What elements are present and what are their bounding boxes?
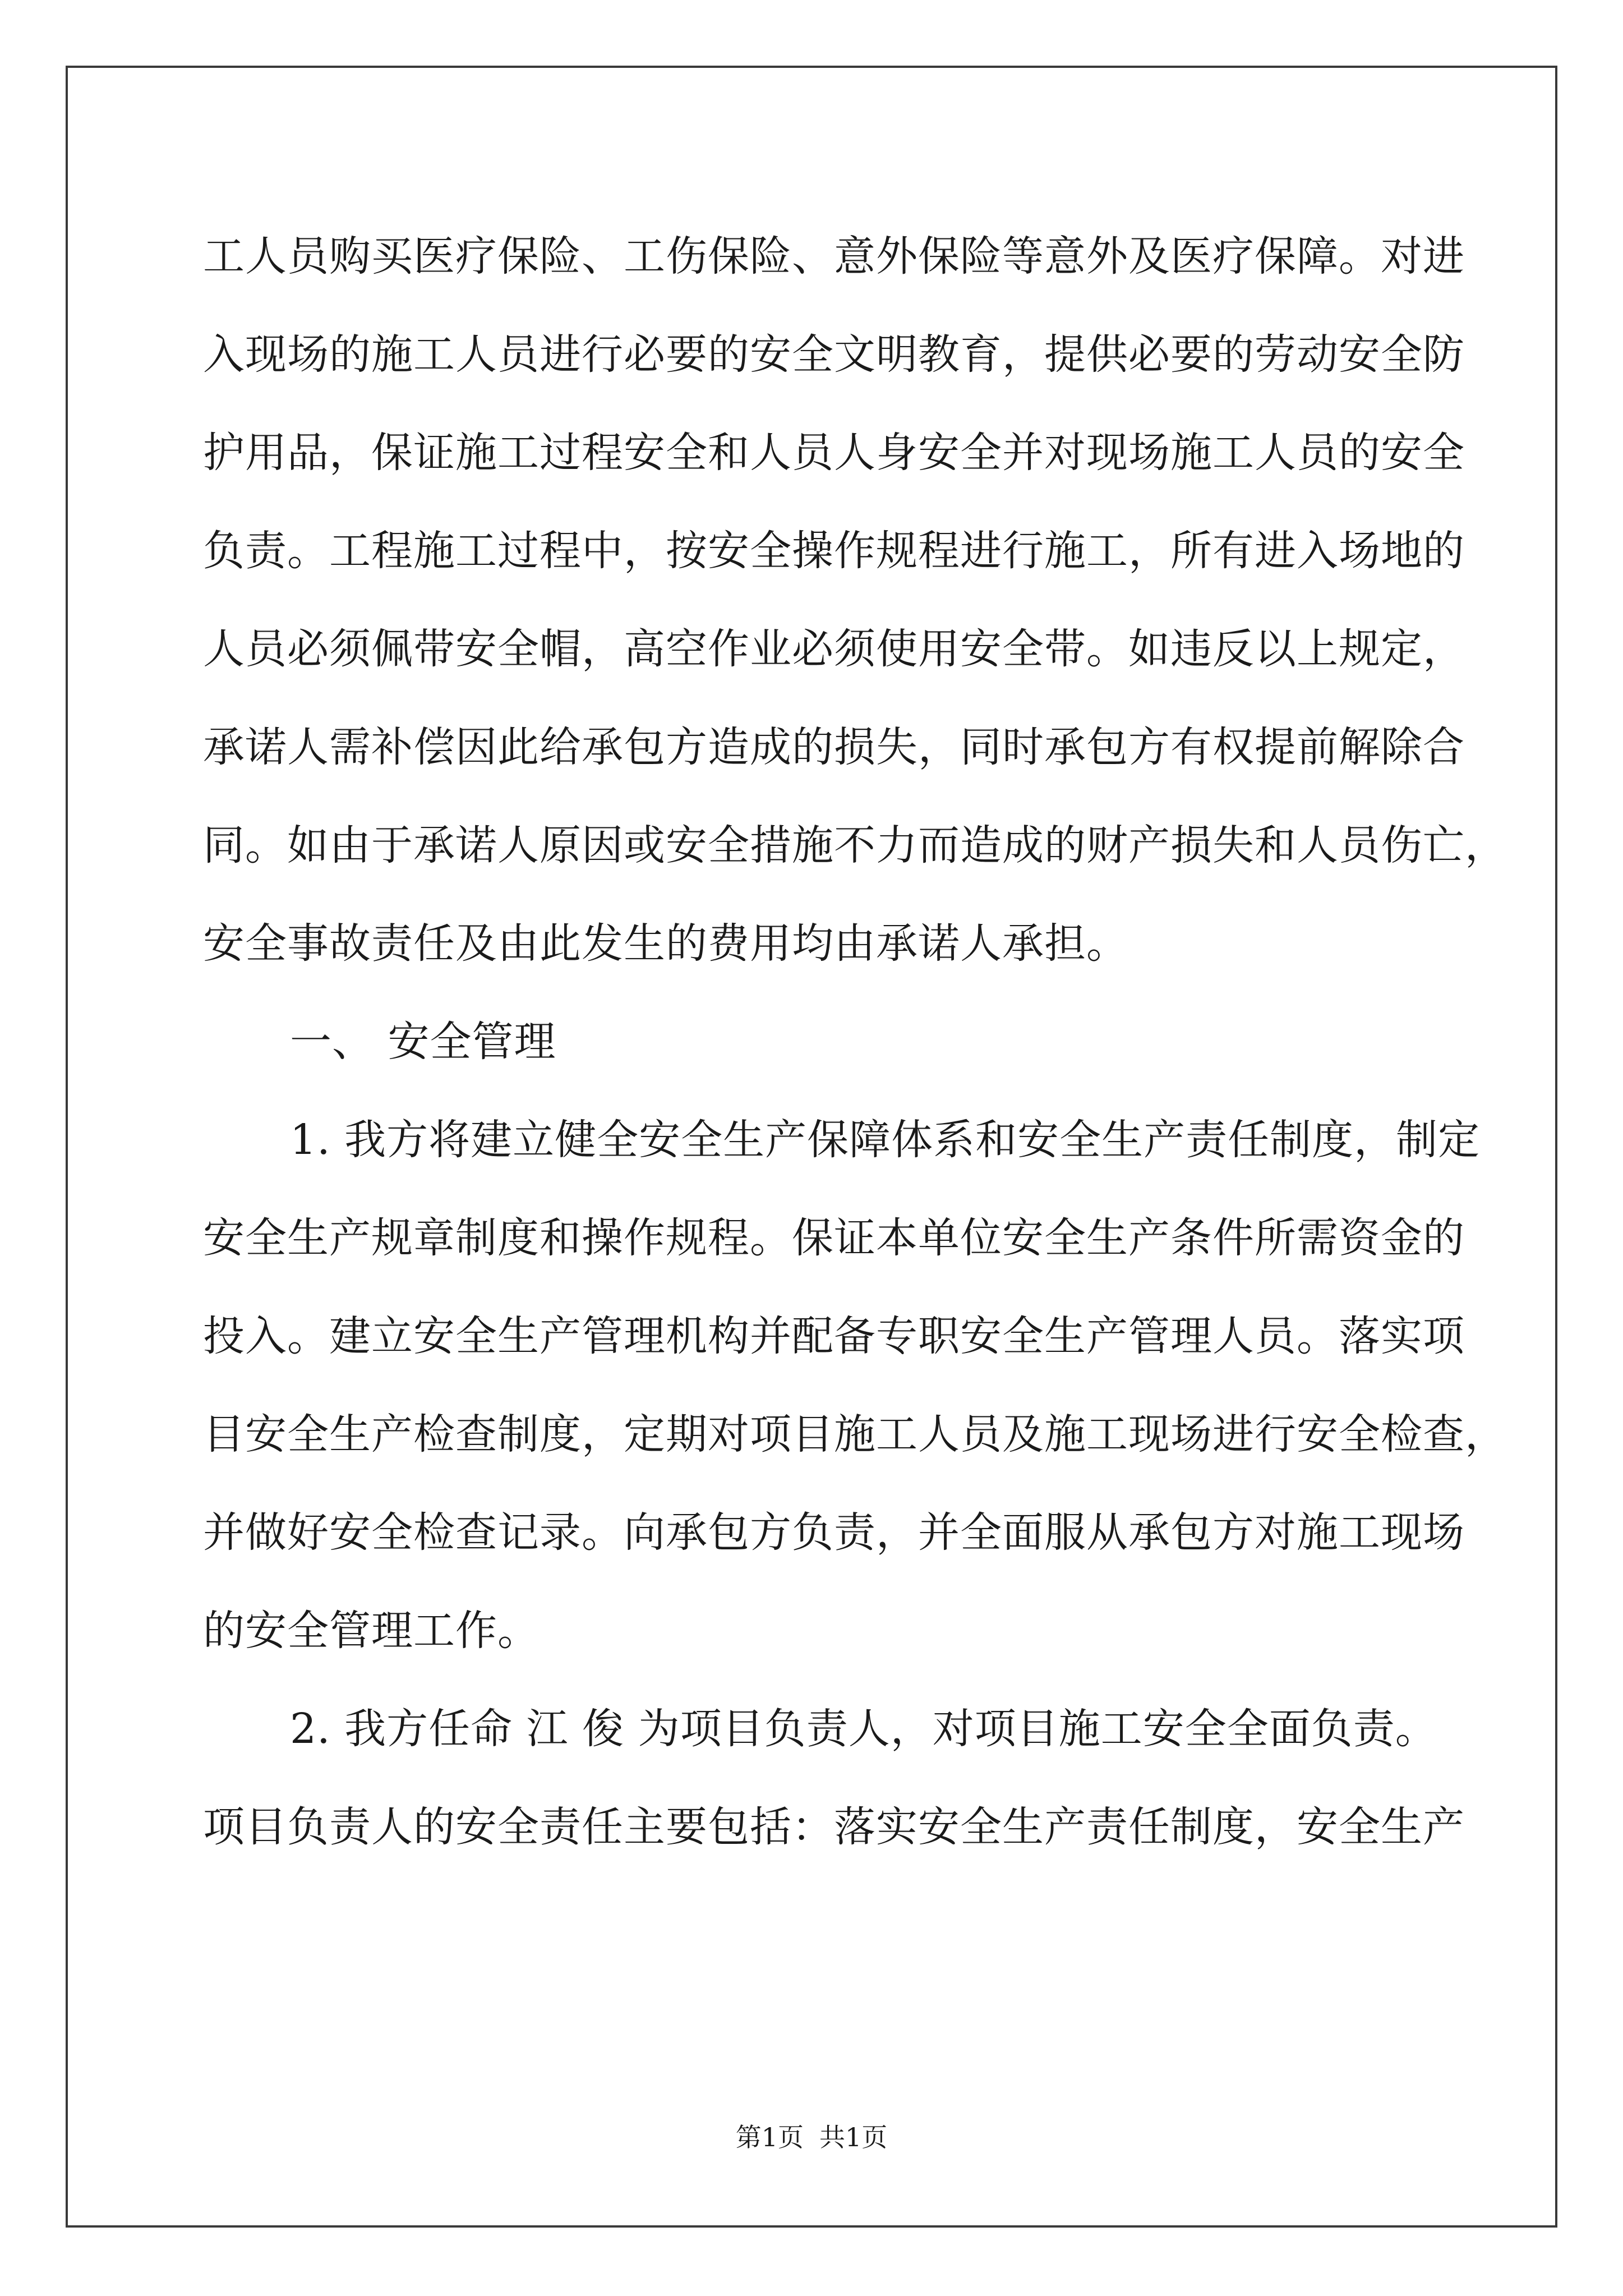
text-line: 安全生产规章制度和操作规程。保证本单位安全生产条件所需资金的 <box>203 1214 1465 1262</box>
text-line: 入现场的施工人员进行必要的安全文明教育，提供必要的劳动安全防 <box>203 330 1465 379</box>
page-footer <box>0 2120 1623 2154</box>
text-line: 护用品，保证施工过程安全和人员人身安全并对现场施工人员的安全 <box>203 429 1465 477</box>
text-line: 承诺人需补偿因此给承包方造成的损失，同时承包方有权提前解除合 <box>203 723 1465 771</box>
page-number: 第1页 <box>735 2122 804 2152</box>
page-total: 共1页 <box>819 2122 888 2152</box>
text-line: 并做好安全检查记录。向承包方负责，并全面服从承包方对施工现场 <box>203 1508 1465 1557</box>
text-line: 同。如由于承诺人原因或安全措施不力而造成的财产损失和人员伤亡， <box>203 821 1507 869</box>
document-body <box>203 208 1507 1876</box>
text-line: 安全事故责任及由此发生的费用均由承诺人承担。 <box>203 919 1128 968</box>
text-line: 人员必须佩带安全帽，高空作业必须使用安全带。如违反以上规定， <box>203 625 1465 673</box>
text-line: 项目负责人的安全责任主要包括：落实安全生产责任制度，安全生产 <box>203 1803 1465 1851</box>
section-heading: 一、 安全管理 <box>290 1018 556 1066</box>
text-line: 负责。工程施工过程中，按安全操作规程进行施工，所有进入场地的 <box>203 527 1465 575</box>
paragraph-start: 1. 我方将建立健全安全生产保障体系和安全生产责任制度，制定 <box>290 1116 1481 1164</box>
text-line: 目安全生产检查制度，定期对项目施工人员及施工现场进行安全检查， <box>203 1410 1507 1458</box>
text-line: 投入。建立安全生产管理机构并配备专职安全生产管理人员。落实项 <box>203 1312 1465 1360</box>
paragraph-start: 2. 我方任命 江 俊 为项目负责人，对项目施工安全全面负责。 <box>290 1705 1437 1753</box>
text-line: 的安全管理工作。 <box>203 1607 540 1655</box>
text-line: 工人员购买医疗保险、工伤保险、意外保险等意外及医疗保障。对进 <box>203 232 1465 280</box>
